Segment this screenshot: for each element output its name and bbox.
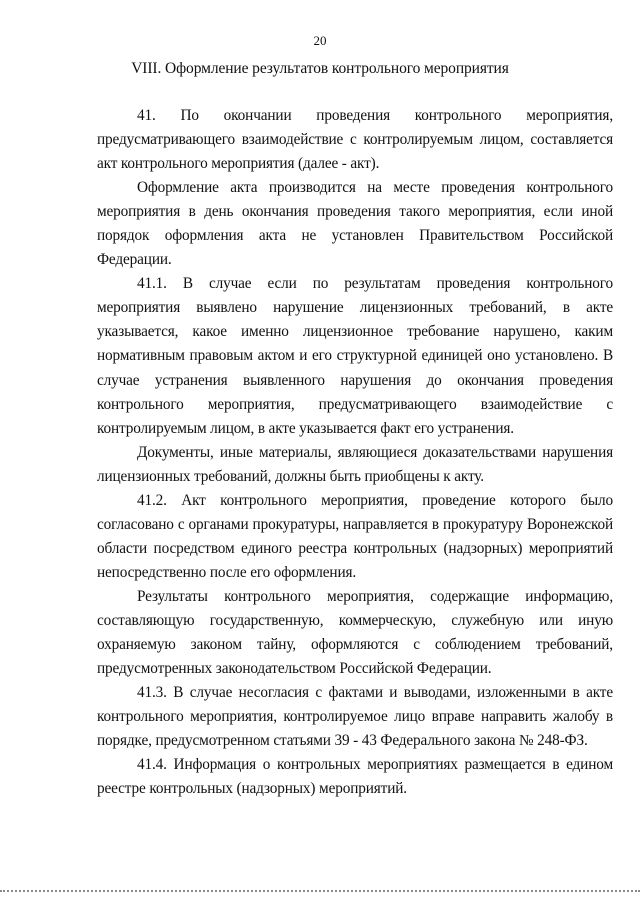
paragraph-evidence-documents: Документы, иные материалы, являющиеся доказательствами нарушения лицензионных требований, должны быть приобщены к акту. xyxy=(97,443,613,485)
bottom-dotted-rule xyxy=(0,890,640,892)
paragraph-classified-results: Результаты контрольного мероприятия, содержащие информацию, составляющую государственную, коммерческую, служебную или иную охраняемую законом тайну, оформляются с соблюдением требований, предусмотренных законодательством Российской Федерации. xyxy=(97,587,613,678)
section-heading: VIII. Оформление результатов контрольного мероприятия xyxy=(131,60,509,77)
document-body xyxy=(97,104,613,801)
paragraph-act-execution: Оформление акта производится на месте проведения контрольного мероприятия в день окончания проведения такого мероприятия, если иной порядок оформления акта не установлен Правительством Российской Федерации. xyxy=(97,179,613,269)
page-number: 20 xyxy=(313,33,327,48)
paragraph-41: 41. По окончании проведения контрольного мероприятия, предусматривающего взаимодействие с контролируемым лицом, составляется акт контрольного мероприятия (далее - акт). xyxy=(97,107,613,173)
paragraph-41-1: 41.1. В случае если по результатам проведения контрольного мероприятия выявлено нарушение лицензионных требований, в акте указывается, какое именно лицензионное требование нарушено, каким нормативным правовым актом и его структурной единицей оно установлено. В случае устранения выявленного нарушения до окончания проведения контрольного мероприятия, предусматривающего взаимодействие с контролируемым лицом, в акте указывается факт его устранения. xyxy=(97,275,613,437)
paragraph-41-4: 41.4. Информация о контрольных мероприятиях размещается в едином реестре контрольных (надзорных) мероприятий. xyxy=(97,756,613,798)
paragraph-41-3: 41.3. В случае несогласия с фактами и выводами, изложенными в акте контрольного мероприятия, контролируемое лицо вправе направить жалобу в порядке, предусмотренном статьями 39 - 43 Федерального закона № 248-ФЗ. xyxy=(97,684,613,750)
paragraph-41-2: 41.2. Акт контрольного мероприятия, проведение которого было согласовано с органами прокуратуры, направляется в прокуратуру Воронежской области посредством единого реестра контрольных (надзорных) мероприятий непосредственно после его оформления. xyxy=(97,491,613,581)
